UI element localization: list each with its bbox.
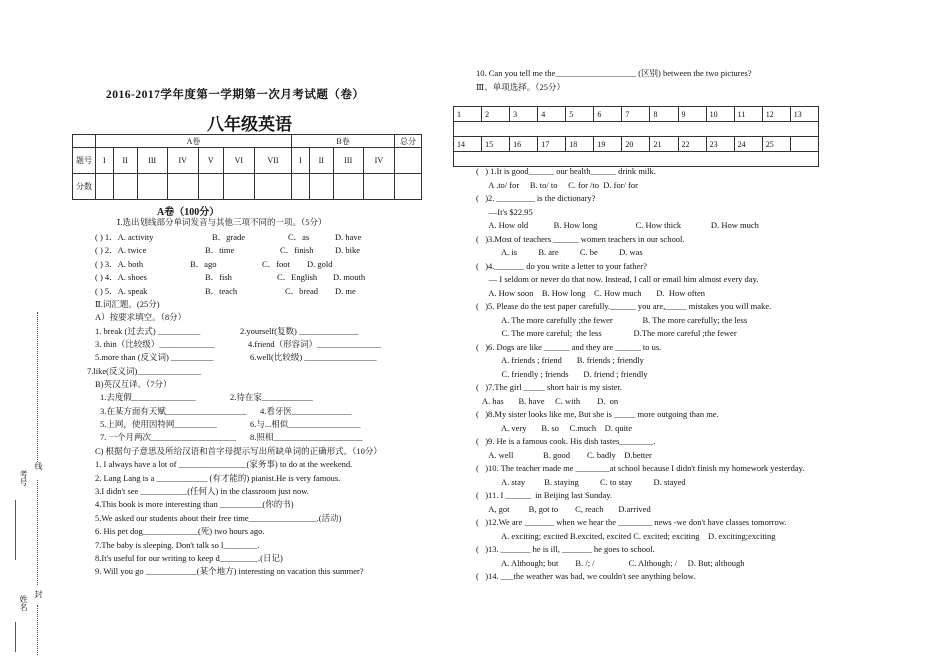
- mc-line: A. exciting; excited B.excited, excited C. excited; exciting D. exciting;exciting: [476, 530, 776, 541]
- s2c-line1: 1. I always have a lot of ________________(家务事) to do at the weekend.: [95, 459, 353, 469]
- seal-label: 封: [34, 590, 43, 598]
- mc-line: A. How old B. How long C. How thick D. How much: [476, 220, 759, 230]
- mc-line: ( )6. Dogs are like ______ and they are ______ to us.: [476, 341, 662, 352]
- mc-line: ( )10. The teacher made me ________at school because I didn't finish my homework yesterday.: [476, 463, 805, 473]
- s1-q1-d: D. have: [335, 232, 362, 242]
- a-col-4: IV: [167, 148, 198, 174]
- s2a-line1-a: 1. break (过去式) __________: [95, 326, 201, 336]
- b-col-3: III: [333, 148, 363, 174]
- s1-q1-b: B．grade: [212, 232, 246, 242]
- s1-q2-a: ( ) 2．A. twice: [95, 245, 147, 255]
- s1-q3-c: C．foot: [262, 259, 290, 269]
- s2a-line3-a: 5.more than (反义词) __________: [95, 352, 214, 362]
- answer-number: 8: [650, 107, 678, 122]
- s1-q2-b: B．time: [205, 245, 235, 255]
- s1-q3-b: B．ago: [190, 259, 217, 269]
- mc-line: A .to/ for B. to/ to C. for /to D. for/ for: [476, 179, 638, 190]
- s2b-line2-a: 3.在某方面有天赋___________________: [100, 406, 247, 416]
- s2b-line2-b: 4.看牙医______________: [260, 406, 352, 416]
- s1-q5-a: ( ) 5．A. speak: [95, 286, 148, 296]
- s1-q3-d: D. gold: [307, 259, 333, 269]
- a-col-5: V: [198, 148, 223, 174]
- mc-line: ( )9. He is a famous cook. His dish tastes________.: [476, 436, 656, 446]
- exam-no-label: 考号: [19, 470, 28, 486]
- mc-line: C. The more careful; the less D.The more careful ;the fewer: [476, 328, 737, 338]
- s1-q4-d: D. mouth: [333, 272, 366, 282]
- b-col-2: II: [309, 148, 333, 174]
- answer-number: 25: [762, 137, 790, 152]
- a-col-6: VI: [223, 148, 254, 174]
- mc-line: — I seldom or never do that now. Instead, I call or email him almost every day.: [476, 274, 759, 284]
- s1-q1-a: ( ) 1．A. activity: [95, 232, 154, 242]
- mc-line: A. is B. are C. be D. was: [476, 247, 643, 257]
- s1-q2-d: D. bike: [335, 245, 361, 255]
- answer-number: [790, 137, 818, 152]
- s2b-line1-a: 1.去度假_______________: [100, 392, 196, 402]
- line-label: 线: [34, 462, 43, 470]
- s2a-title: A）按要求填空。（8分）: [95, 312, 187, 322]
- s2a-line2-b: 4.friend（形容词）_______________: [248, 339, 381, 349]
- mc-line: ( )4._______ do you write a letter to your father?: [476, 260, 647, 271]
- b-col-4: IV: [363, 148, 394, 174]
- mc-line: A. very B. so C.much D. quite: [476, 422, 633, 433]
- b-col-1: I: [292, 148, 310, 174]
- answer-number: 10: [706, 107, 734, 122]
- total-label: 总分: [395, 135, 422, 148]
- answer-table: [453, 106, 819, 167]
- name-label: 姓名: [19, 595, 28, 611]
- s2c-line2: 2. Lang Lang is a ____________ (有才能的) pianist.He is very famous.: [95, 473, 341, 483]
- mc-line: A. How soon B. How long C. How much D. How often: [476, 287, 706, 298]
- s2c-line7: 7.The baby is sleeping. Don't talk so l________.: [95, 540, 260, 550]
- binding-line-upper: [37, 312, 38, 462]
- s2a-line3-b: 6.well(比较级) _________________: [250, 352, 377, 362]
- binding-line-lower: [37, 480, 38, 585]
- mc-line: A. friends ; friend B. friends ; friendly: [476, 355, 644, 365]
- answer-number: 16: [510, 137, 538, 152]
- answer-number: 15: [482, 137, 510, 152]
- answer-number: 20: [622, 137, 650, 152]
- s2c-line8: 8.It's useful for our writing to keep d_________.(日记): [95, 553, 283, 563]
- answer-number: 4: [538, 107, 566, 122]
- mc-line: A. The more carefully ;the fewer B. The more carefully; the less: [476, 314, 748, 325]
- a-label: A卷: [96, 135, 292, 148]
- s1-q4-a: ( ) 4．A. shoes: [95, 272, 147, 282]
- s2c-line3: 3.I didn't see ___________(任何人) in the classroom just now.: [95, 486, 309, 496]
- answer-number: 13: [790, 107, 818, 122]
- s2c-title: C) 根据句子意思及所给汉语和首字母提示写出所缺单词的正确形式。（10分）: [95, 446, 382, 456]
- s3-title: Ⅲ、单项选择。（25分）: [476, 82, 565, 92]
- answer-number: 11: [734, 107, 762, 122]
- mc-line: ( )5. Please do the test paper carefully.______ you are,_____ mistakes you will make.: [476, 301, 772, 311]
- binding-line-bottom: [37, 605, 38, 655]
- answer-number: 14: [454, 137, 482, 152]
- mc-line: ( )3.Most of teachers ______ women teachers in our school.: [476, 233, 685, 244]
- s2a-line4-a: 7.like(反义词)_______________: [87, 366, 202, 376]
- answer-number: 22: [678, 137, 706, 152]
- s2b-line3-b: 6.与...相似_________________: [250, 419, 361, 429]
- answer-number: 12: [762, 107, 790, 122]
- s2a-line2-a: 3. thin（比较级）_____________: [95, 339, 215, 349]
- s2c-line5: 5.We asked our students about their free time________________.(活动): [95, 513, 342, 523]
- mc-line: A. stay B. staying C. to stay D. stayed: [476, 476, 686, 487]
- mc-line: ( )13. _______ he is ill, _______ he goes to school.: [476, 544, 655, 554]
- answer-number: 9: [678, 107, 706, 122]
- name-underline: [15, 622, 30, 652]
- mc-line: A. well B. good C. badly D.better: [476, 449, 652, 460]
- answer-number: 21: [650, 137, 678, 152]
- mc-line: C. friendly ; friends D. friend ; friendly: [476, 368, 648, 379]
- s2b-line1-b: 2.待在家____________: [230, 392, 313, 402]
- answer-number: 2: [482, 107, 510, 122]
- answer-number: 1: [454, 107, 482, 122]
- s1-q5-c: C．bread: [285, 286, 319, 296]
- s1-q3-a: ( ) 3．A. both: [95, 259, 144, 269]
- s1-q4-c: C．English: [277, 272, 318, 282]
- mc-line: A. has B. have C. with D. on: [476, 395, 619, 406]
- answer-number: 18: [566, 137, 594, 152]
- mc-line: ( ) 1.It is good______ our health______ drink milk.: [476, 166, 656, 176]
- answer-number: 19: [594, 137, 622, 152]
- s1-q2-c: C．finish: [280, 245, 314, 255]
- part-a-heading: A卷（100分）: [157, 207, 220, 218]
- s2b-title: B)英汉互译。（7分）: [95, 379, 172, 389]
- a-col-7: VII: [254, 148, 291, 174]
- s2a-line1-b: 2.yourself(复数) ______________: [240, 326, 359, 336]
- exam-no-underline: [15, 500, 30, 560]
- answer-number: 7: [622, 107, 650, 122]
- answer-number: 3: [510, 107, 538, 122]
- s2c-line9: 9. Will you go ____________(某个地方) interesting on vacation this summer?: [95, 566, 364, 576]
- mc-line: ( )8.My sister looks like me, But she is _____ more outgoing than me.: [476, 409, 719, 419]
- answer-number: 6: [594, 107, 622, 122]
- a-col-1: I: [96, 148, 114, 174]
- s1-title: Ⅰ.选出划线部分单词发音与其他三项不同的一项。（5分）: [117, 217, 327, 227]
- s2-title: Ⅱ.词汇题。(25分): [95, 299, 160, 309]
- mc-line: ( )11. I ______ in Beijing last Sunday.: [476, 490, 613, 500]
- a-col-2: II: [113, 148, 137, 174]
- score-table: [72, 134, 422, 200]
- mc-line: ( )14. ___the weather was bad, we couldn't see anything below.: [476, 571, 696, 581]
- row1-label: 题号: [73, 148, 96, 174]
- q10: 10. Can you tell me the___________________ (区别) between the two pictures?: [476, 68, 752, 78]
- answer-number: 5: [566, 107, 594, 122]
- answer-number: 23: [706, 137, 734, 152]
- s2c-line6: 6. His pet dog_____________(死) two hours ago.: [95, 526, 265, 536]
- s2b-line4-a: 7. 一个月两次____________________: [100, 432, 237, 442]
- mc-line: ( )2. _________ is the dictionary?: [476, 193, 596, 203]
- answer-number: 17: [538, 137, 566, 152]
- row2-label: 分数: [73, 174, 96, 200]
- answer-number: 24: [734, 137, 762, 152]
- s2c-line4: 4.This book is more interesting than __________(你的书): [95, 499, 294, 509]
- mc-line: —It's $22.95: [476, 206, 533, 217]
- a-col-3: III: [137, 148, 167, 174]
- s2b-line3-a: 5.上网，使用因特网__________: [100, 419, 217, 429]
- mc-line: A, got B, got to C, reach D.arrived: [476, 503, 651, 514]
- mc-line: A. Although; but B. /; / C. Although; / D. But; although: [476, 557, 745, 568]
- s1-q5-b: B．teach: [205, 286, 238, 296]
- mc-line: ( )7.The girl _____ short hair is my sister.: [476, 382, 622, 392]
- exam-title: 2016-2017学年度第一学期第一次月考试题（卷）: [106, 89, 365, 101]
- s1-q5-d: D. me: [335, 286, 356, 296]
- b-label: B卷: [292, 135, 395, 148]
- s1-q4-b: B．fish: [205, 272, 232, 282]
- mc-line: ( )12.We are _______ when we hear the ________ news -we don't have classes tomorrow.: [476, 517, 787, 527]
- s2b-line4-b: 8.照相_____________________: [250, 432, 363, 442]
- subject-title: 八年级英语: [207, 115, 292, 135]
- s1-q1-c: C．as: [288, 232, 310, 242]
